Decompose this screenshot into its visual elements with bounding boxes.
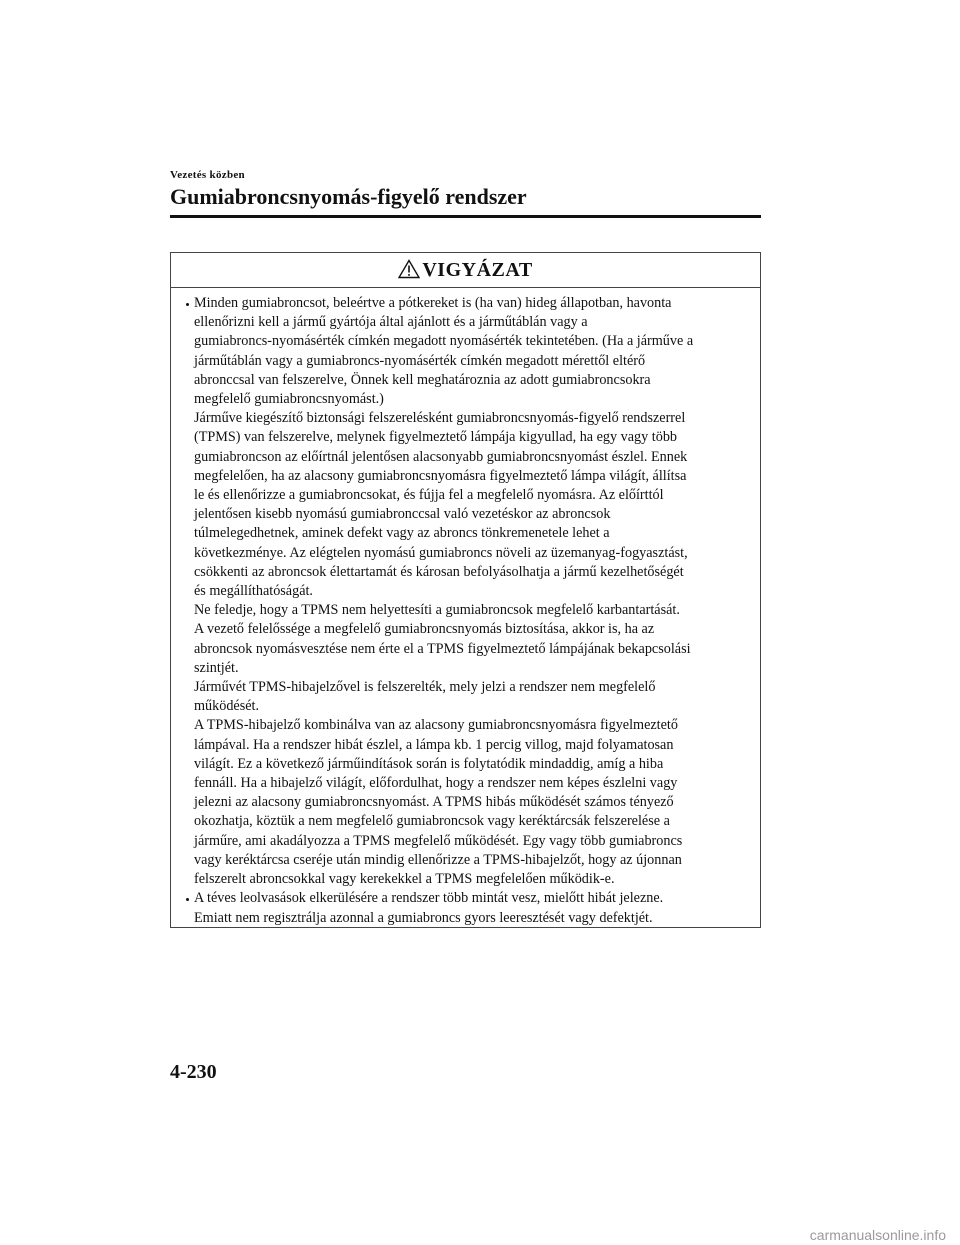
text-line: világít. Ez a következő járműindítások során is folytatódik mindaddig, amíg a hiba — [194, 755, 664, 772]
text-line: következménye. Az elégtelen nyomású gumiabroncs növeli az üzemanyag-fogyasztást, — [194, 544, 688, 561]
bullet-dot-icon — [186, 303, 189, 306]
warning-header — [171, 253, 760, 287]
warning-title: VIGYÁZAT — [422, 258, 533, 281]
text-line: megfelelően, ha az alacsony gumiabroncsnyomásra figyelmeztető lámpa világít, állítsa — [194, 467, 687, 484]
text-line: fennáll. Ha a hibajelző világít, előfordulhat, hogy a rendszer nem képes észlelni vagy — [194, 775, 678, 792]
section-label: Vezetés közben — [170, 169, 245, 181]
text-line: Minden gumiabroncsot, beleértve a pótkereket is (ha van) hideg állapotban, havonta — [194, 295, 672, 311]
text-line: felszerelt abroncsokkal vagy kerekekkel a TPMS megfelelően működik-e. — [194, 871, 615, 888]
text-line: Járműve kiegészítő biztonsági felszerelésként gumiabroncsnyomás-figyelő rendszerrel — [194, 410, 686, 427]
warning-bullet — [171, 294, 760, 889]
warning-paragraph — [194, 889, 754, 927]
bullet-dot-icon — [186, 898, 189, 901]
text-line: gumiabroncson az előírtnál jelentősen alacsonyabb gumiabroncsnyomást észlel. Ennek — [194, 448, 688, 465]
warning-bullet-list — [171, 294, 760, 928]
text-line: szintjét. — [194, 659, 239, 676]
page-number: 4-230 — [170, 1061, 217, 1083]
warning-bullet — [171, 889, 760, 927]
text-line: és megállíthatóságát. — [194, 583, 313, 600]
text-line: járműre, ami akadályozza a TPMS megfelelő működését. Egy vagy több gumiabroncs — [194, 832, 683, 849]
text-line: megfelelő gumiabroncsnyomást.) — [194, 391, 384, 408]
warning-paragraph — [194, 294, 754, 889]
text-line: le és ellenőrizze a gumiabroncsokat, és fújja fel a megfelelő nyomásra. Az előírttól — [194, 487, 664, 504]
warning-box — [170, 252, 761, 928]
text-line: abronccsal van felszerelve, Önnek kell meghatároznia az adott gumiabroncsokra — [194, 371, 651, 388]
text-line: gumiabroncs-nyomásérték címkén megadott nyomásérték tekintetében. (Ha a járműve a — [194, 333, 694, 350]
text-line: Emiatt nem regisztrálja azonnal a gumiabroncs gyors leeresztését vagy defektjét. — [194, 909, 653, 926]
title-divider — [170, 215, 761, 218]
text-line: ellenőrizni kell a jármű gyártója által ajánlott és a járműtáblán vagy a — [194, 314, 588, 331]
text-line: működését. — [194, 698, 260, 715]
text-line: Járművét TPMS-hibajelzővel is felszerelték, mely jelzi a rendszer nem megfelelő — [194, 679, 656, 696]
page-title: Gumiabroncsnyomás-figyelő rendszer — [170, 184, 527, 209]
text-line: okozhatja, köztük a nem megfelelő gumiabroncsok vagy keréktárcsák felszerelése a — [194, 813, 670, 830]
text-line: A vezető felelőssége a megfelelő gumiabroncsnyomás biztosítása, akkor is, ha az — [194, 621, 655, 638]
text-line: A TPMS-hibajelző kombinálva van az alacsony gumiabroncsnyomásra figyelmeztető — [194, 717, 678, 734]
text-line: lámpával. Ha a rendszer hibát észlel, a lámpa kb. 1 percig villog, majd folyamatosan — [194, 736, 674, 753]
text-line: járműtáblán vagy a gumiabroncs-nyomásérték címkén megadott mérettől eltérő — [194, 352, 646, 369]
watermark: carmanualsonline.info — [809, 1227, 946, 1243]
text-line: (TPMS) van felszerelve, melynek figyelmeztető lámpája kigyullad, ha egy vagy több — [194, 429, 678, 446]
warning-divider — [171, 287, 760, 288]
text-line: túlmelegedhetnek, aminek defekt vagy az abroncs tönkremenetele lehet a — [194, 525, 610, 542]
text-line: jelentősen kisebb nyomású gumiabronccsal való vezetéskor az abroncsok — [194, 506, 611, 523]
text-line: Ne feledje, hogy a TPMS nem helyettesíti a gumiabroncsok megfelelő karbantartását. — [194, 602, 680, 619]
text-line: jelezni az alacsony gumiabroncsnyomást. A TPMS hibás működését számos tényező — [194, 794, 674, 811]
text-line: csökkenti az abroncsok élettartamát és károsan befolyásolhatja a jármű kezelhetőségét — [194, 563, 684, 580]
text-line: vagy keréktárcsa cseréje után mindig ellenőrizze a TPMS-hibajelzőt, hogy az újonnan — [194, 851, 682, 868]
text-line: A téves leolvasások elkerülésére a rendszer több mintát vesz, mielőtt hibát jelezne. — [194, 890, 664, 907]
text-line: abroncsok nyomásvesztése nem érte el a TPMS figyelmeztető lámpájának bekapcsolási — [194, 640, 691, 657]
warning-triangle-icon — [398, 259, 420, 279]
